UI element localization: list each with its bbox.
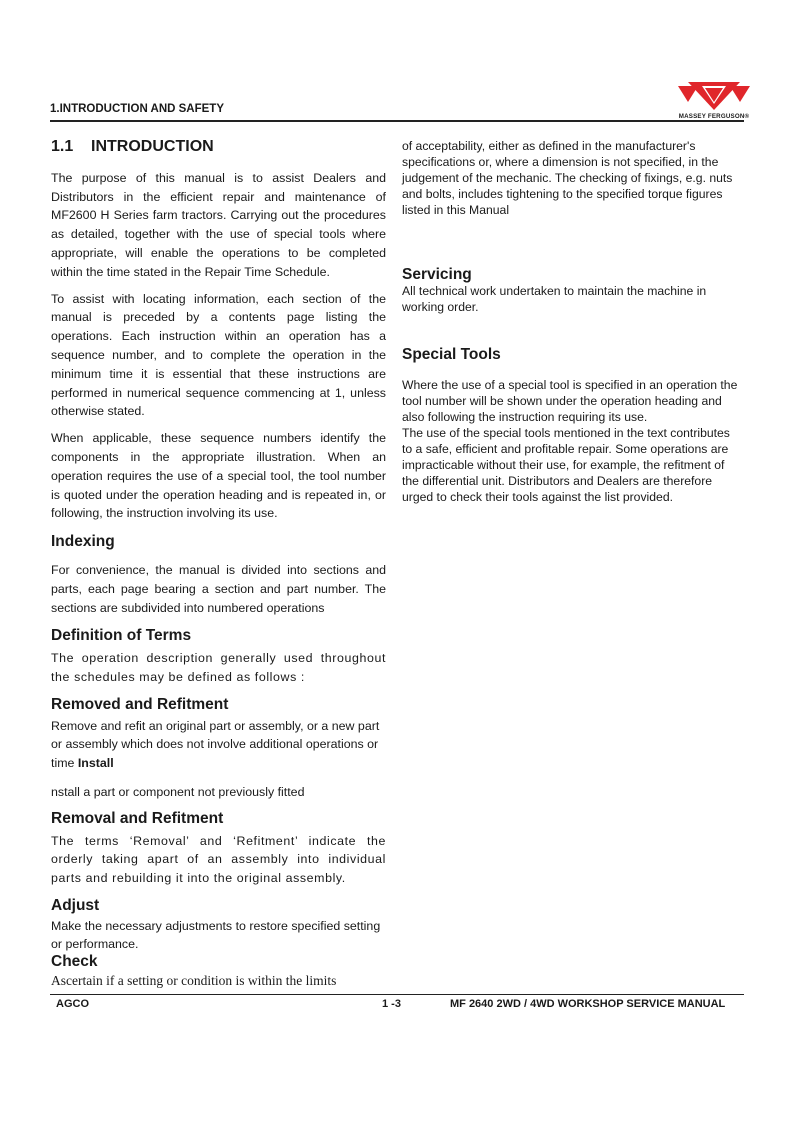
adjust-paragraph: Make the necessary adjustments to restore specified setting or performance. xyxy=(51,918,381,951)
definition-heading: Definition of Terms xyxy=(51,627,192,645)
right-column xyxy=(402,138,742,505)
indexing-paragraph: For convenience, the manual is divided into sections and parts, each page bearing a section and part number. The sections are subdivided into numbered operations xyxy=(51,562,386,615)
section-heading xyxy=(51,138,386,157)
removed-refitment-heading: Removed and Refitment xyxy=(51,695,229,713)
intro-paragraph-3: When applicable, these sequence numbers identify the components in the appropriate illustration. When an operation requires the use of a special tool, the tool number is quoted under the operation heading and is repeated in, or following, the instruction involving its use. xyxy=(51,431,386,521)
section-header-title: 1.INTRODUCTION AND SAFETY xyxy=(50,103,224,115)
install-term: Install xyxy=(77,756,114,771)
section-heading-title: INTRODUCTION xyxy=(91,138,214,155)
check-paragraph: Ascertain if a setting or condition is within the limits xyxy=(51,973,337,989)
intro-paragraph-2: To assist with locating information, each section of the manual is preceded by a contents page listing the operations. Each instruction within an operation has a sequence number, and to complete the operation in the minimum time it is essential that these instructions are performed in numerical sequence commencing at 1, unless otherwise stated. xyxy=(51,291,386,419)
servicing-paragraph: All technical work undertaken to maintain the machine in working order. xyxy=(402,284,707,314)
check-heading: Check xyxy=(51,952,98,970)
special-tools-paragraph-2: The use of the special tools mentioned in the text contributes to a safe, efficient and profitable repair. Some operations are impracticable without their use, for example, the refitment of the differential unit. Distributors and Dealers are therefore urged to check their tools against the list provided. xyxy=(402,426,730,504)
logo-wordmark: MASSEY FERGUSON® xyxy=(678,113,750,120)
section-number: 1.1 xyxy=(51,138,74,155)
indexing-heading: Indexing xyxy=(51,533,115,551)
footer-manual-title: MF 2640 2WD / 4WD WORKSHOP SERVICE MANUAL xyxy=(450,998,726,1010)
removal-refitment-paragraph: The terms ‘Removal’ and ‘Refitment’ indicate the orderly taking apart of an assembly into individual parts and rebuilding it into the original assembly. xyxy=(51,833,386,886)
install-paragraph: nstall a part or component not previously fitted xyxy=(51,784,305,799)
footer-company: AGCO xyxy=(56,998,89,1010)
adjust-heading: Adjust xyxy=(51,896,100,914)
removed-refitment-text: Remove and refit an original part or assembly, or a new part or assembly which does not involve additional operations or time xyxy=(51,718,380,771)
left-column xyxy=(51,138,386,991)
removed-refitment-paragraph xyxy=(51,717,386,773)
footer-page-number: 1 -3 xyxy=(382,998,401,1010)
definition-paragraph: The operation description generally used throughout the schedules may be defined as follows : xyxy=(51,651,386,684)
continued-paragraph: of acceptability, either as defined in the manufacturer's specifications or, where a dimension is not specified, in the judgement of the mechanic. The checking of fixings, e.g. nuts and bolts, includes tightening to the specified torque figures listed in this Manual xyxy=(402,139,733,217)
servicing-heading: Servicing xyxy=(402,266,472,283)
massey-ferguson-logo xyxy=(672,80,756,124)
removal-refitment-heading: Removal and Refitment xyxy=(51,809,224,827)
special-tools-heading: Special Tools xyxy=(402,346,501,363)
intro-paragraph-1: The purpose of this manual is to assist Dealers and Distributors in the efficient repair and maintenance of MF2600 H Series farm tractors. Carrying out the procedures as detailed, together with the use of special tools where appropriate, will enable the operations to be completed within the time stated in the Repair Time Schedule. xyxy=(51,170,386,279)
footer-rule xyxy=(50,994,744,995)
special-tools-paragraph-1: Where the use of a special tool is specified in an operation the tool number will be shown under the operation heading and also following the instruction requiring its use. xyxy=(402,378,738,424)
triple-triangle-logo-icon xyxy=(676,80,752,112)
header-rule xyxy=(50,120,744,122)
